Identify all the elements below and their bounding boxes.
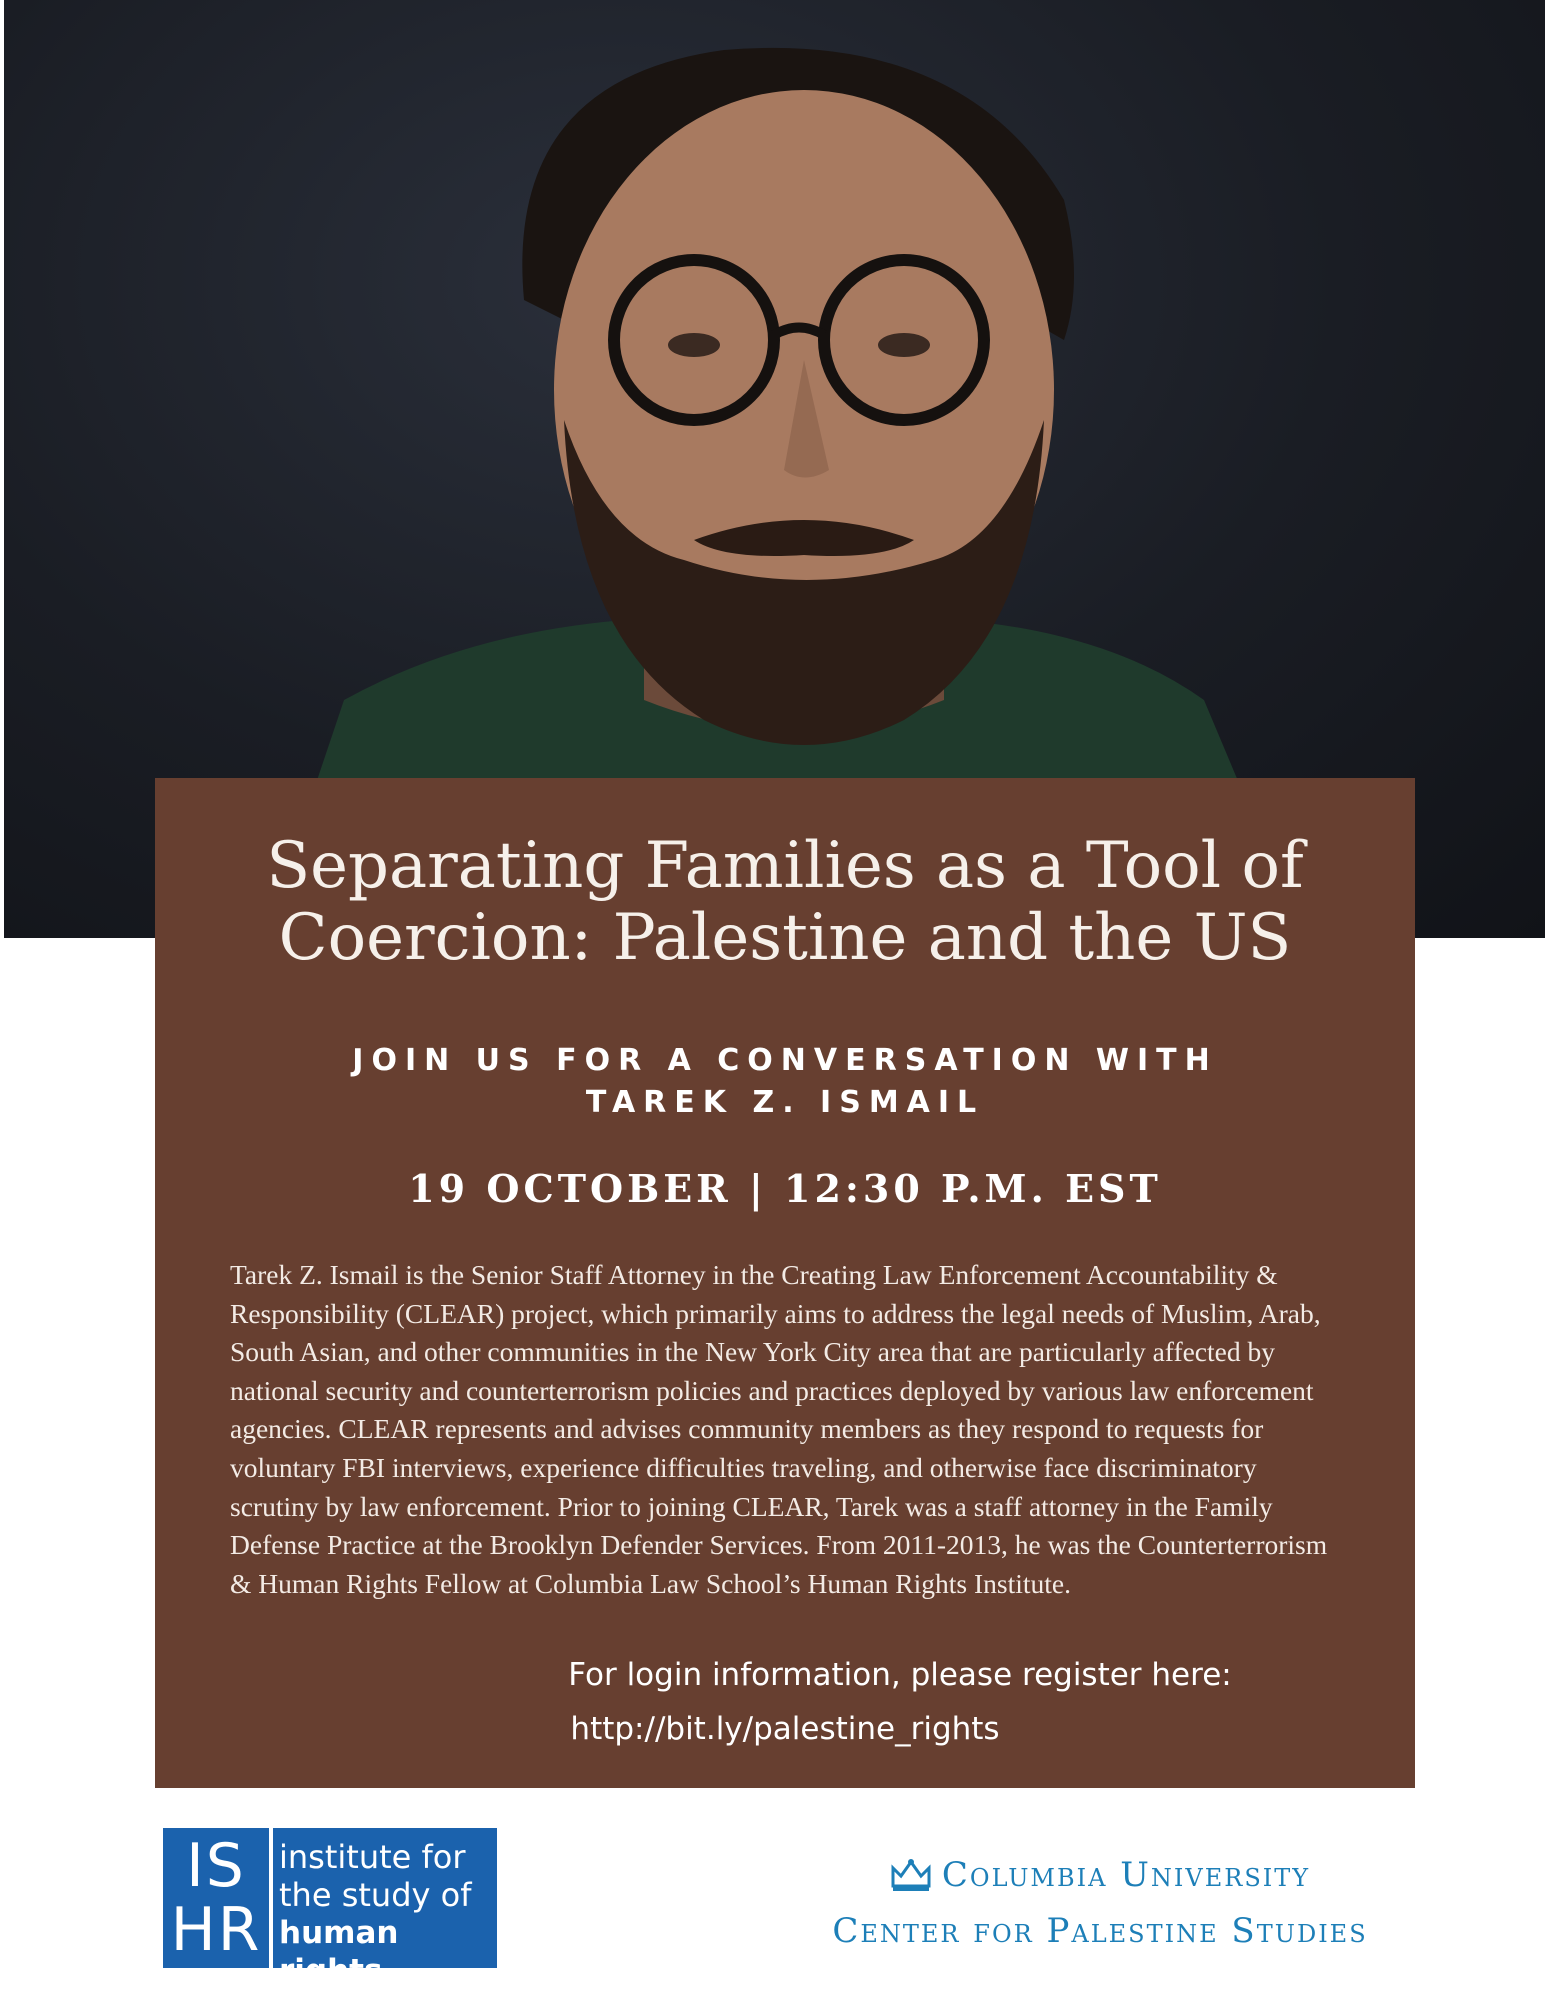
ishr-line1: institute for	[279, 1838, 466, 1876]
speaker-bio: Tarek Z. Ismail is the Senior Staff Attorney in the Creating Law Enforcement Accountability & Responsibility (CLEAR) project, which primarily aims to address the legal needs of Muslim, Arab, South Asian, and other communities in the New York City area that are particularly affected by national security and counterterrorism policies and practices deployed by various law enforcement agencies. CLEAR represents and advises community members as they respond to requests for voluntary FBI interviews, experience difficulties traveling, and otherwise face discriminatory scrutiny by law enforcement. Prior to joining CLEAR, Tarek was a staff attorney in the Family Defense Practice at the Brooklyn Defender Services. From 2011-2013, he was the Counterterrorism & Human Rights Fellow at Columbia Law School’s Human Rights Institute.	[230, 1259, 1328, 1599]
center-name: Center for Palestine Studies	[832, 1911, 1368, 1951]
crown-icon	[890, 1858, 932, 1892]
ishr-line3: human rights	[279, 1915, 399, 1989]
registration-info	[155, 1648, 1415, 1756]
columbia-logo	[790, 1855, 1410, 1951]
event-title	[155, 830, 1415, 974]
ishr-letters	[163, 1828, 269, 1968]
ishr-logo	[163, 1828, 497, 1989]
ishr-wordmark	[273, 1828, 497, 1989]
event-info-panel	[155, 778, 1415, 1788]
ishr-line2: the study of	[279, 1876, 472, 1914]
event-title-line2: Coercion: Palestine and the US	[278, 901, 1292, 975]
event-datetime: 19 OCTOBER | 12:30 P.M. EST	[408, 1166, 1162, 1211]
columbia-university-name: Columbia University	[941, 1855, 1311, 1895]
event-title-line1: Separating Families as a Tool of	[266, 829, 1304, 903]
invitation-heading	[155, 1040, 1415, 1124]
invitation-line1: JOIN US FOR A CONVERSATION WITH	[352, 1043, 1218, 1078]
register-link[interactable]: http://bit.ly/palestine_rights	[570, 1711, 1000, 1747]
ishr-letters-bottom: HR	[170, 1895, 262, 1965]
register-text: For login information, please register here:	[568, 1657, 1232, 1693]
speaker-name: TAREK Z. ISMAIL	[585, 1085, 985, 1120]
ishr-letters-top: IS	[186, 1831, 246, 1901]
